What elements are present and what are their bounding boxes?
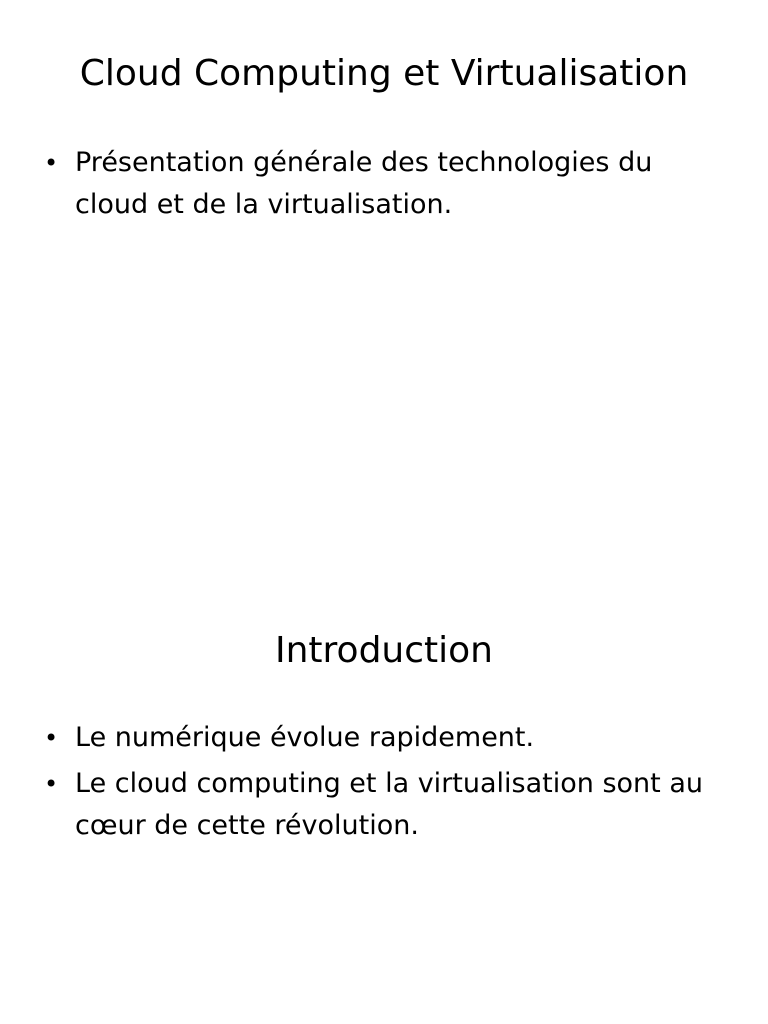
slide-title: Cloud Computing et Virtualisation	[79, 53, 689, 94]
bullet-icon: •	[44, 770, 59, 798]
bullet-icon: •	[44, 149, 59, 177]
bullet-text: Présentation générale des technologies du cloud et de la virtualisation.	[75, 147, 653, 220]
bullet-list	[0, 717, 768, 851]
slide-title: Introduction	[274, 630, 493, 671]
slide-2	[0, 576, 768, 1024]
bullet-icon: •	[44, 724, 59, 752]
bullet-list	[0, 142, 768, 230]
bullet-item	[0, 717, 768, 759]
bullet-text: Le cloud computing et la virtualisation sont au cœur de cette révolution.	[75, 768, 703, 841]
bullet-item	[0, 763, 768, 847]
bullet-item	[0, 142, 768, 226]
bullet-text: Le numérique évolue rapidement.	[75, 722, 535, 753]
